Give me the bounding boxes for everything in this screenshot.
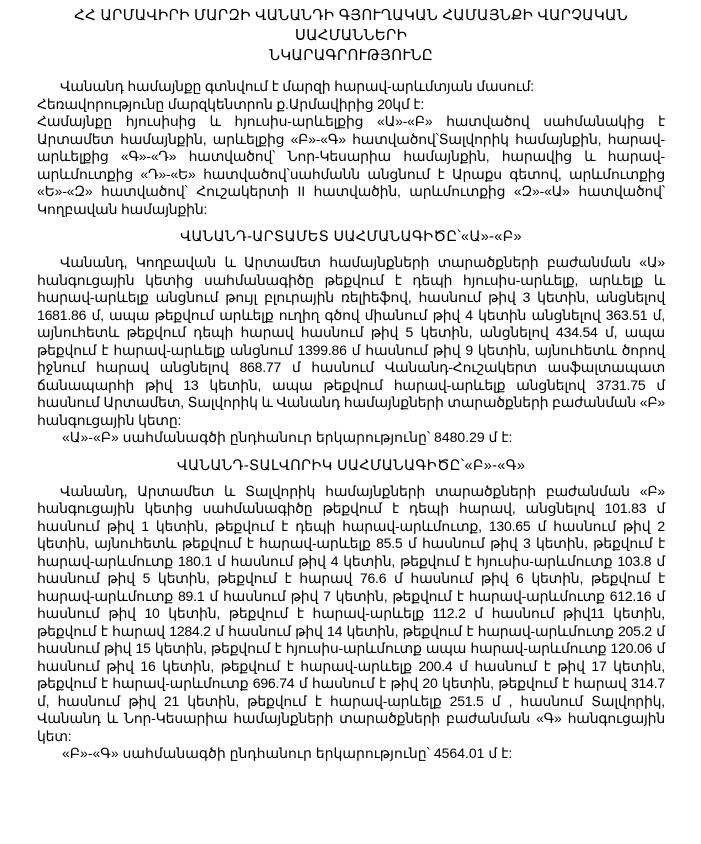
intro-paragraph	[37, 78, 665, 218]
title-line-2: ՆԿԱՐԱԳՐՈՒԹՅՈՒՆԸ	[269, 47, 433, 64]
intro-line-1: Վանանդ համայնքը գտնվում է մարզի հարավ-արևմտյան մասում:	[60, 78, 534, 94]
title-line-1: ՀՀ ԱՐՄԱՎԻՐԻ ՄԱՐԶԻ ՎԱՆԱՆԴԻ ԳՅՈՒՂԱԿԱՆ ՀԱՄԱՅՆՔԻ ՎԱՐՉԱԿԱՆ ՍԱՀՄԱՆՆԵՐԻ	[74, 7, 628, 44]
section2-heading: ՎԱՆԱՆԴ-ՏԱԼՎՈՐԻԿ ՍԱՀՄԱՆԱԳԻԾԸ՝«Բ»-«Գ»	[176, 457, 526, 474]
section2-text: Վանանդ, Արտամետ և Տալվորիկ համայնքների տարածքների բաժանման «Բ» հանգուցային կետից սահմանագիծը թեքվում է դեպի հարավ, անցնելով 101.83 մ հասնում թիվ 1 կետին, թեքվում է դեպի հարավ-արևմուտք, 130.65 մ հասնում թիվ 2 կետին, այնուհետև թեքվում է հարավ-արևելք 85.5 մ հասնում թիվ 3 կետին, թեքվում է հարավ-արևմուտք 180.1 մ հասնում թիվ 4 կետին, թեքվում է հյուսիս-արևմուտք 103.8 մ հասնում թիվ 5 կետին, թեքվում է հարավ 76.6 մ հասնում թիվ 6 կետին, թեքվում է հարավ-արևմուտք 89.1 մ հասնում թիվ 7 կետին, թեքվում է հարավ-արևմուտք 612.16 մ հասնում թիվ 10 կետին, թեքվում է հարավ-արևելք 112.2 մ հասնում թիվ11 կետին, թեքվում է հարավ 1284.2 մ հասնում թիվ 14 կետին, թեքվում է հարավ-արևմուտք 205.2 մ հասնում թիվ 15 կետին, թեքվում է հյուսիս-արևմուտք ապա հարավ-արևմուտք 120.06 մ հասնում թիվ 16 կետին, թեքվում է հարավ-արևելք 200.4 մ հասնում է թիվ 17 կետին, թեքվում է հարավ-արևմուտք 696.74 մ հասնում է թիվ 20 կետին, թեքվում է հարավ 314.7 մ, հասնում թիվ 21 կետին, թեքվում է հարավ-արևելք 251.5 մ , հասնում Տալվորիկ, Վանանդ և Նոր-Կեսարիա համայնքների տարածքների բաժանման «Գ» հանգուցային կետ:	[37, 482, 665, 744]
intro-line-2: Հեռավորությունը մարզկենտրոն ք.Արմավիրից 20կմ է:	[37, 95, 425, 112]
section1-paragraph	[37, 254, 665, 429]
section2-paragraph	[37, 483, 665, 746]
document-title	[37, 6, 665, 66]
intro-line-3: Համայնքը հյուսիսից և հյուսիս-արևելքից «Ա»-«Բ» հատվածով սահմանակից է Արտամետ համայնքին, արևելքից «Բ»-«Գ» հատվածով՝Տալվորիկ համայնքին, հարավ-արևելքից «Գ»-«Դ» հատվածով՝ Նոր-Կեսարիա համայնքին, հարավից և հարավ-արևմուտքից «Դ»-«Ե» հատվածով՝սահմանն անցնում է Արաքս գետով, արևմուտքից «Ե»-«Զ» հատվածով՝ Հուշակերտի II հատվածին, արևմուտքից «Զ»-«Ա» հատվածով՝ Կողբավան համայնքին:	[37, 113, 665, 217]
section1-text: Վանանդ, Կողբավան և Արտամետ համայնքների տարածքների բաժանման «Ա» հանգուցային կետից սահմանագիծը թեքվում է դեպի հյուսիս-արևելք, արևելք և հարավ-արևելք անցնում թույլ բլուրային ռելիեֆով, հասնում թիվ 3 կետին, անցնելով 1681.86 մ, ապա թեքվում արևելք ուղիղ գծով միանում թիվ 4 կետին անցնելով 363.51 մ, այնուհետև թեքվում դեպի հարավ հասնում թիվ 5 կետին, անցնելով 434.54 մ, ապա թեքվում է հարավ-արևելք անցնում 1399.86 մ հասնում թիվ 9 կետին, այնուհետև ծորով իջնում հարավ անցնելով 868.77 մ հասնում Վանանդ-Հուշակերտ ասֆալտապատ ճանապարհի թիվ 13 կետին, ապա թեքվում հարավ-արևելք անցնելով 3731.75 մ հասնում Արտամետ, Տալվորիկ և Վանանդ համայնքների տարածքների բաժանման «Բ» հանգուցային կետը:	[37, 254, 665, 428]
section2-total: «Բ»-«Գ» սահմանագծի ընդհանուր երկարությունը՝ 4564.01 մ է:	[62, 745, 513, 761]
section1-heading: ՎԱՆԱՆԴ-ԱՐՏԱՄԵՏ ՍԱՀՄԱՆԱԳԻԾԸ՝«Ա»-«Բ»	[180, 229, 522, 245]
section1-total: «Ա»-«Բ» սահմանագծի ընդհանուր երկարությունը՝ 8480.29 մ է:	[62, 429, 513, 445]
